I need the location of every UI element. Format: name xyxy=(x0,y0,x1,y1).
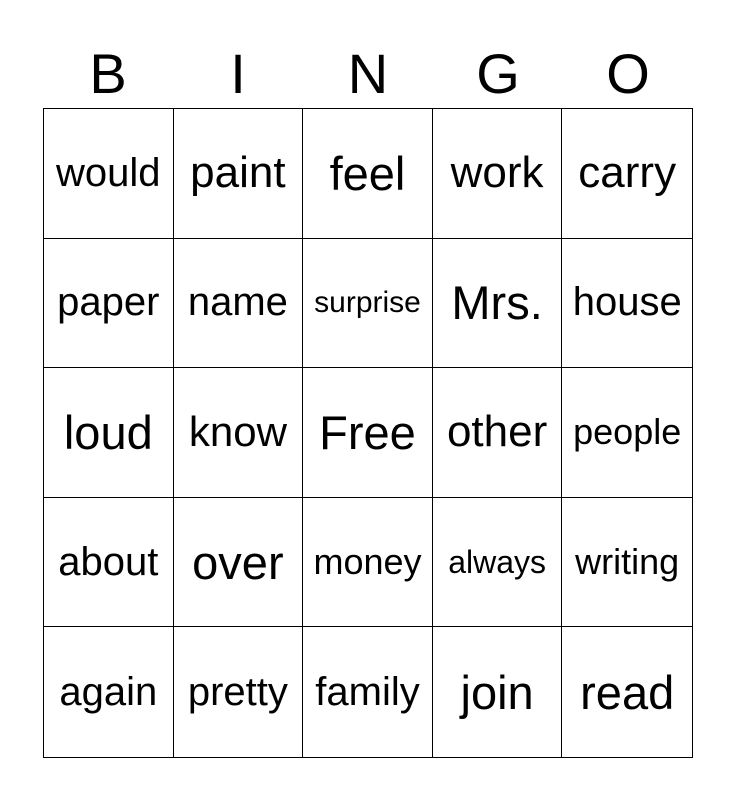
bingo-header xyxy=(43,40,693,108)
bingo-cell: feel xyxy=(303,109,433,239)
bingo-cell: loud xyxy=(44,368,174,498)
bingo-cell: carry xyxy=(562,109,692,239)
bingo-cell: paper xyxy=(44,239,174,369)
bingo-cell: know xyxy=(174,368,304,498)
bingo-cell: other xyxy=(433,368,563,498)
bingo-cell: house xyxy=(562,239,692,369)
header-letter-b: B xyxy=(89,42,127,105)
bingo-cell: work xyxy=(433,109,563,239)
bingo-cell: money xyxy=(303,498,433,628)
bingo-cell: read xyxy=(580,665,675,719)
bingo-cell: family xyxy=(303,627,433,757)
bingo-cell: about xyxy=(44,498,174,628)
bingo-cell: over xyxy=(174,498,304,628)
bingo-cell: surprise xyxy=(303,239,433,369)
bingo-cell: always xyxy=(433,498,563,628)
free-space-cell: Free xyxy=(303,368,433,498)
header-letter-n: N xyxy=(347,42,389,105)
bingo-cell: again xyxy=(44,627,174,757)
bingo-cell: would xyxy=(44,109,174,239)
header-letter-o: O xyxy=(606,42,650,105)
header-letter-i: I xyxy=(230,42,246,105)
bingo-cell: Mrs. xyxy=(433,239,563,369)
bingo-cell: people xyxy=(562,368,692,498)
bingo-cell: paint xyxy=(174,109,304,239)
bingo-cell: writing xyxy=(562,498,692,628)
bingo-cell: name xyxy=(174,239,304,369)
bingo-cell: join xyxy=(433,627,563,757)
bingo-cell: pretty xyxy=(174,627,304,757)
bingo-board xyxy=(43,108,693,758)
header-letter-g: G xyxy=(476,42,520,105)
